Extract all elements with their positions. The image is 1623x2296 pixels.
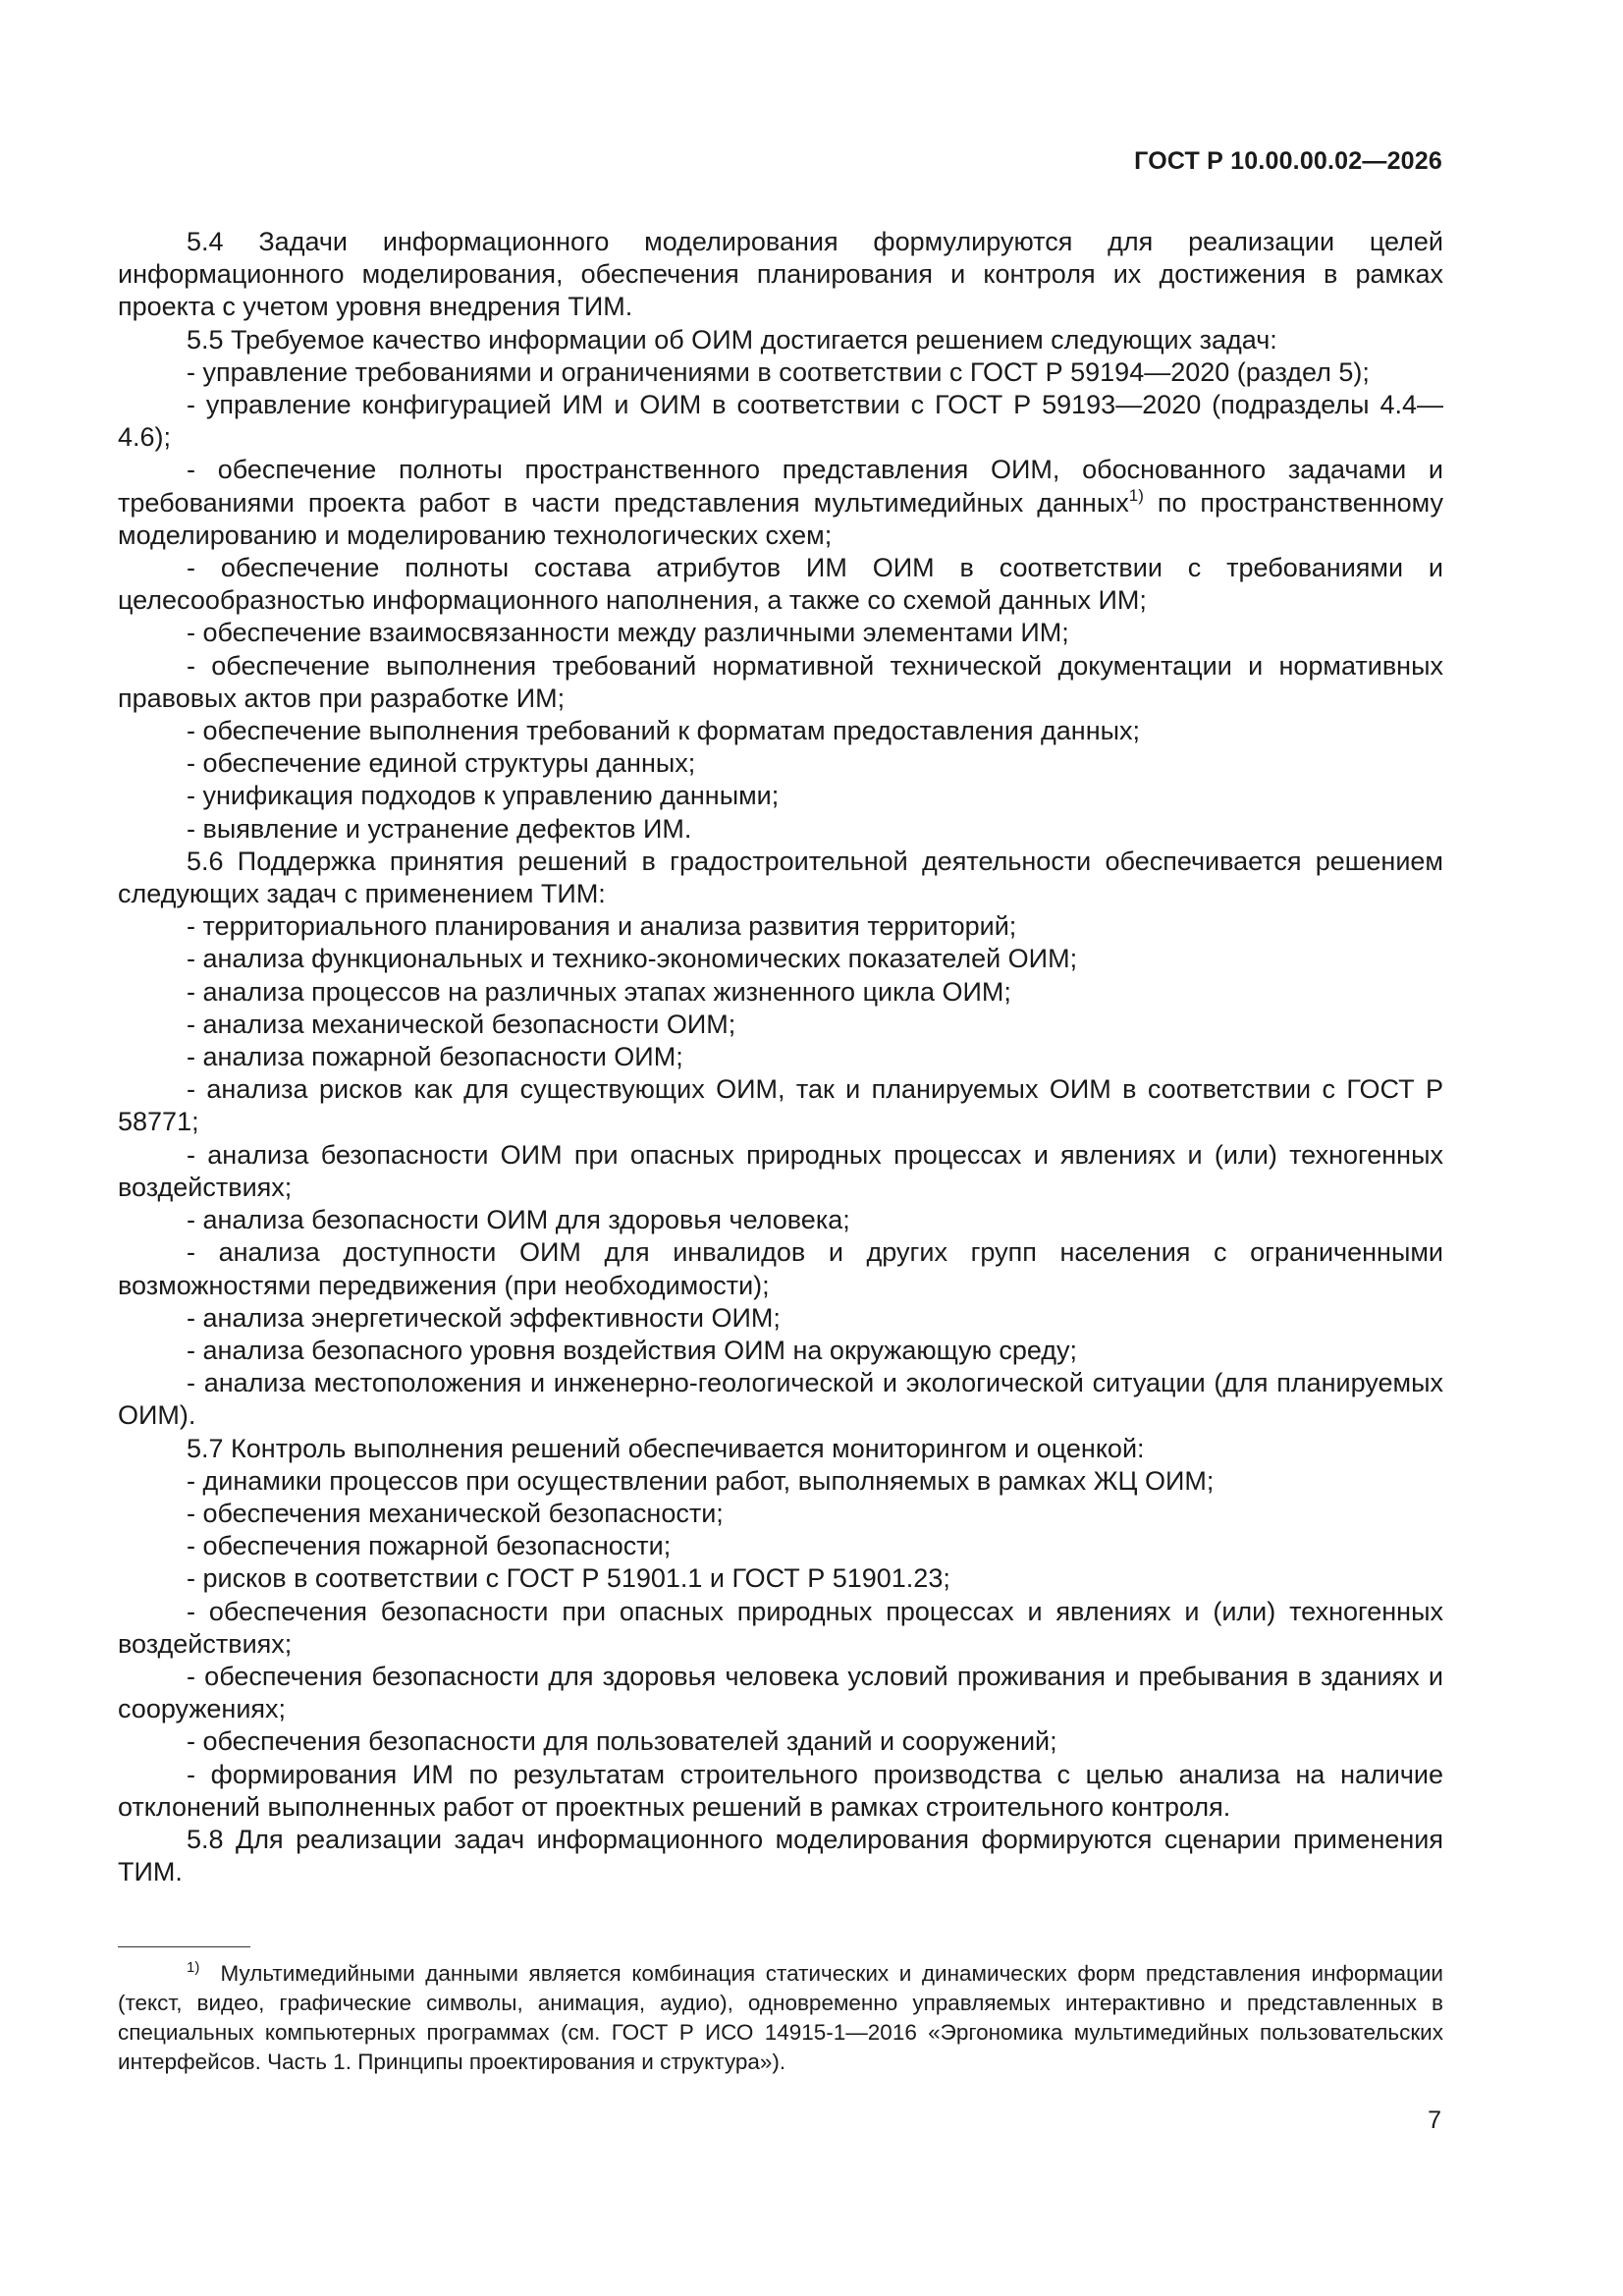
list-item: - анализа рисков как для существующих ОИМ, так и планируемых ОИМ в соответствии с ГОСТ Р 58771;	[118, 1074, 1443, 1137]
list-item: - анализа безопасного уровня воздействия ОИМ на окружающую среду;	[187, 1335, 1078, 1365]
list-item: - обеспечение взаимосвязанности между различными элементами ИМ;	[187, 618, 1069, 648]
paragraph: 5.8 Для реализации задач информационного моделирования формируются сценарии применения ТИМ.	[118, 1824, 1443, 1887]
list-item: - выявление и устранение дефектов ИМ.	[187, 813, 692, 844]
list-item: - анализа безопасности ОИМ для здоровья человека;	[187, 1205, 850, 1235]
list-item: - анализа доступности ОИМ для инвалидов и других групп населения с ограниченными возможностями передвижения (при необходимости);	[118, 1237, 1443, 1300]
footnote-marker: 1)	[187, 1959, 200, 1976]
list-item: - обеспечение выполнения требований к форматам предоставления данных;	[187, 716, 1141, 746]
paragraph: 5.4 Задачи информационного моделирования формулируются для реализации целей информационного моделирования, обеспечения планирования и контроля их достижения в рамках проекта с учетом уровня внедрения ТИМ.	[118, 227, 1443, 322]
list-item: - рисков в соответствии с ГОСТ Р 51901.1 и ГОСТ Р 51901.23;	[187, 1563, 950, 1594]
footnote-divider	[118, 1946, 250, 1947]
list-item: - обеспечения механической безопасности;	[187, 1498, 724, 1528]
list-item: - управление требованиями и ограничениями в соответствии с ГОСТ Р 59194—2020 (раздел 5);	[187, 356, 1370, 387]
list-item: - анализа местоположения и инженерно-геологической и экологической ситуации (для планируемых ОИМ).	[118, 1368, 1443, 1431]
list-item: - обеспечение единой структуры данных;	[187, 748, 696, 779]
footnote-text-block	[118, 1959, 1443, 2077]
footnote-text: Мультимедийными данными является комбинация статических и динамических форм представления информации (текст, видео, графические символы, анимация, аудио), одновременно управляемых интерактивно и представленных в специальных компьютерных программах (см. ГОСТ Р ИСО 14915-1—2016 «Эргономика мультимедийных пользовательских интерфейсов. Часть 1. Принципы проектирования и структура»).	[118, 1961, 1443, 2074]
list-item: - обеспечения безопасности для здоровья человека условий проживания и пребывания в зданиях и сооружениях;	[118, 1661, 1443, 1724]
list-item: - обеспечение выполнения требований нормативной технической документации и нормативных правовых актов при разработке ИМ;	[118, 650, 1443, 713]
footnote	[118, 1959, 1443, 2077]
list-item-text: - обеспечение полноты пространственного представления ОИМ, обоснованного задачами и требованиями проекта работ в части представления мультимедийных данных	[118, 455, 1443, 518]
list-item: - обеспечения пожарной безопасности;	[187, 1531, 672, 1561]
list-item: - формирования ИМ по результатам строительного производства с целью анализа на наличие отклонений выполненных работ от проектных решений в рамках строительного контроля.	[118, 1759, 1443, 1822]
list-item	[118, 454, 1443, 552]
list-item: - анализа пожарной безопасности ОИМ;	[187, 1042, 683, 1072]
document-body	[118, 226, 1443, 1888]
footnote-reference: 1)	[1128, 485, 1144, 505]
document-code-header: ГОСТ Р 10.00.00.02—2026	[1134, 147, 1442, 175]
list-item: - обеспечение полноты состава атрибутов ИМ ОИМ в соответствии с требованиями и целесообразностью информационного наполнения, а также со схемой данных ИМ;	[118, 553, 1443, 616]
paragraph: 5.5 Требуемое качество информации об ОИМ достигается решением следующих задач:	[187, 324, 1277, 355]
list-item: - анализа энергетической эффективности ОИМ;	[187, 1302, 781, 1333]
list-item: - анализа механической безопасности ОИМ;	[187, 1009, 736, 1039]
list-item: - обеспечения безопасности при опасных природных процессах и явлениях и (или) техногенных воздействиях;	[118, 1596, 1443, 1659]
paragraph: 5.6 Поддержка принятия решений в градостроительной деятельности обеспечивается решением следующих задач с применением ТИМ:	[118, 846, 1443, 909]
list-item-text: по пространственному моделированию и моделированию технологических схем;	[118, 487, 1444, 550]
list-item: - управление конфигурацией ИМ и ОИМ в соответствии с ГОСТ Р 59193—2020 (подразделы 4.4—4.6);	[118, 390, 1443, 453]
list-item: - анализа безопасности ОИМ при опасных природных процессах и явлениях и (или) техногенных воздействиях;	[118, 1139, 1443, 1202]
page-number: 7	[1428, 2106, 1441, 2134]
paragraph: 5.7 Контроль выполнения решений обеспечивается мониторингом и оценкой:	[187, 1433, 1145, 1463]
list-item: - анализа процессов на различных этапах жизненного цикла ОИМ;	[187, 976, 1011, 1007]
list-item: - территориального планирования и анализа развития территорий;	[187, 911, 1017, 942]
list-item: - анализа функциональных и технико-экономических показателей ОИМ;	[187, 944, 1078, 974]
list-item: - обеспечения безопасности для пользователей зданий и сооружений;	[187, 1726, 1057, 1757]
list-item: - унификация подходов к управлению данными;	[187, 781, 780, 811]
list-item: - динамики процессов при осуществлении работ, выполняемых в рамках ЖЦ ОИМ;	[187, 1465, 1215, 1496]
